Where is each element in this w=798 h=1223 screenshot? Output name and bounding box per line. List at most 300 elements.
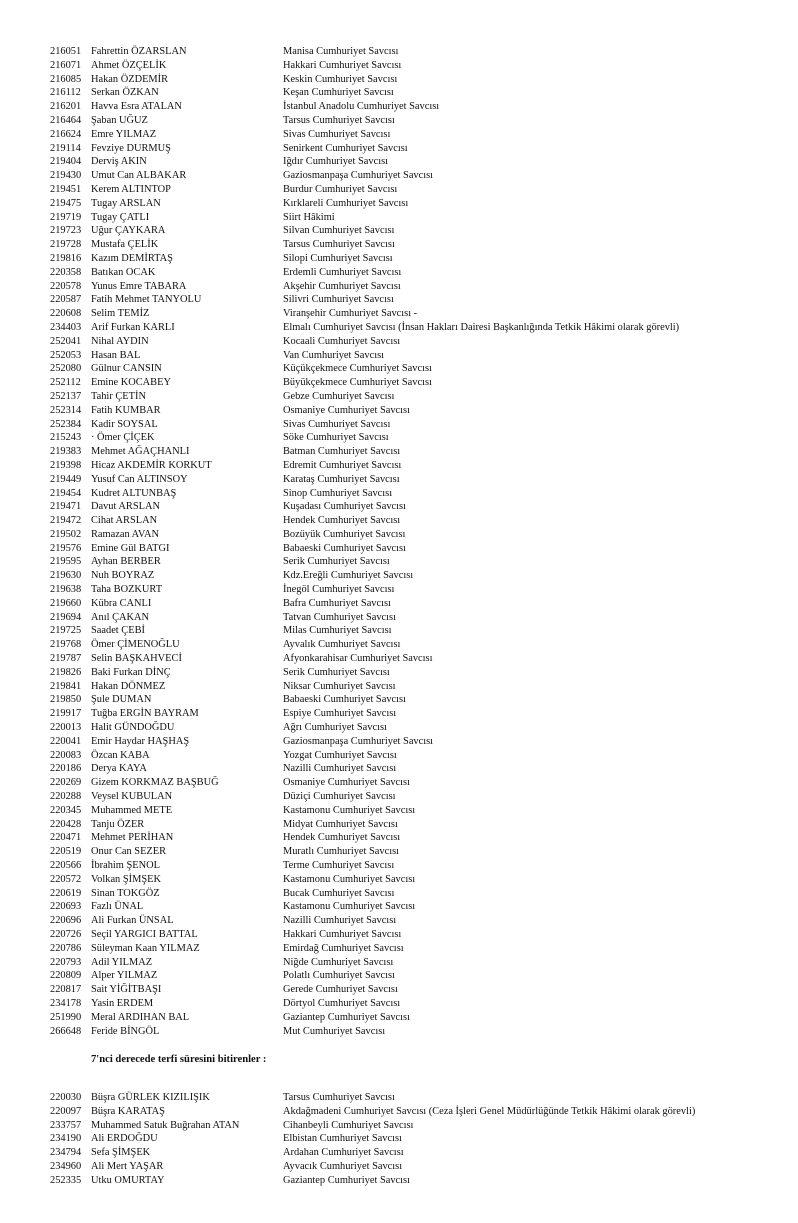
registry-number: 220428 [50, 818, 82, 830]
list-row [0, 969, 798, 983]
list-row [0, 693, 798, 707]
list-row [0, 735, 798, 749]
person-name: Ali Mert YAŞAR [91, 1160, 164, 1172]
list-row [0, 404, 798, 418]
person-name: Sinan TOKGÖZ [91, 887, 160, 899]
person-name: Gizem KORKMAZ BAŞBUĞ [91, 777, 219, 789]
person-name: Nuh BOYRAZ [91, 570, 155, 582]
registry-number: 216201 [50, 101, 82, 113]
person-name: Ahmet ÖZÇELİK [91, 59, 167, 71]
office-title: Keskin Cumhuriyet Savcısı [283, 73, 398, 85]
person-name: Emir Haydar HAŞHAŞ [91, 735, 190, 747]
person-name: Kudret ALTUNBAŞ [91, 487, 177, 499]
office-title: Babaeski Cumhuriyet Savcısı [283, 694, 406, 706]
office-title: Bafra Cumhuriyet Savcısı [283, 597, 391, 609]
person-name: Fevziye DURMUŞ [91, 142, 171, 154]
registry-number: 234178 [50, 997, 82, 1009]
person-name: · Ömer ÇİÇEK [91, 432, 155, 444]
registry-number: 219816 [50, 252, 82, 264]
person-name: Emine KOCABEY [91, 377, 171, 389]
person-name: Süleyman Kaan YILMAZ [91, 942, 200, 954]
list-row [0, 818, 798, 832]
office-title: Ayvacık Cumhuriyet Savcısı [283, 1160, 403, 1172]
person-name: Ömer ÇİMENOĞLU [91, 639, 180, 651]
person-name: Alper YILMAZ [91, 970, 158, 982]
registry-number: 252384 [50, 418, 82, 430]
office-title: Silvan Cumhuriyet Savcısı [283, 225, 395, 237]
registry-number: 216085 [50, 73, 82, 85]
registry-number: 220013 [50, 722, 82, 734]
list-row [0, 390, 798, 404]
registry-number: 219502 [50, 528, 82, 540]
office-title: Sinop Cumhuriyet Savcısı [283, 487, 393, 499]
registry-number: 251990 [50, 1011, 82, 1023]
list-row [0, 1174, 798, 1188]
office-title: Tarsus Cumhuriyet Savcısı [283, 114, 395, 126]
list-row [0, 321, 798, 335]
list-row [0, 211, 798, 225]
list-row [0, 804, 798, 818]
list-row [0, 362, 798, 376]
office-title: Silivri Cumhuriyet Savcısı [283, 294, 394, 306]
person-name: Mehmet AĞAÇHANLI [91, 446, 190, 458]
list-row [0, 707, 798, 721]
registry-number: 220619 [50, 887, 82, 899]
person-name: Hakan ÖZDEMİR [91, 73, 169, 85]
registry-number: 219398 [50, 459, 82, 471]
person-name: Ali ERDOĞDU [91, 1133, 158, 1145]
person-name: Selin BAŞKAHVECİ [91, 653, 182, 665]
registry-number: 216464 [50, 114, 82, 126]
registry-number: 252137 [50, 390, 82, 402]
office-title: Hakkari Cumhuriyet Savcısı [283, 929, 402, 940]
registry-number: 234794 [50, 1147, 82, 1159]
list-row [0, 831, 798, 845]
registry-number: 219595 [50, 556, 82, 568]
registry-number: 234960 [50, 1160, 82, 1172]
list-row [0, 445, 798, 459]
person-name: Tuğba ERGİN BAYRAM [91, 708, 199, 720]
office-title: Gaziosmanpaşa Cumhuriyet Savcısı [283, 735, 434, 747]
list-row [0, 611, 798, 625]
office-title: Bozüyük Cumhuriyet Savcısı [283, 528, 406, 540]
list-row [0, 1146, 798, 1160]
person-name: Utku OMURTAY [91, 1174, 165, 1186]
list-row [0, 1011, 798, 1025]
list-row [0, 583, 798, 597]
list-row [0, 1160, 798, 1174]
office-title: Viranşehir Cumhuriyet Savcısı - [283, 308, 418, 320]
registry-number: 219383 [50, 446, 82, 458]
person-name: Büşra GÜRLEK KIZILIŞIK [91, 1092, 210, 1103]
person-name: Kerem ALTINTOP [91, 183, 171, 195]
list-row [0, 900, 798, 914]
office-title: Elbistan Cumhuriyet Savcısı [283, 1133, 402, 1145]
person-name: Tugay ÇATLI [91, 211, 150, 223]
list-row [0, 487, 798, 501]
registry-number: 219917 [50, 708, 82, 720]
office-title: Bucak Cumhuriyet Savcısı [283, 887, 395, 899]
office-title: Mut Cumhuriyet Savcısı [283, 1025, 386, 1037]
list-row [0, 680, 798, 694]
person-name: Kadir SOYSAL [91, 418, 158, 430]
office-title: Osmaniye Cumhuriyet Savcısı [283, 777, 410, 789]
list-row [0, 997, 798, 1011]
list-row [0, 169, 798, 183]
registry-number: 219728 [50, 239, 82, 251]
office-title: Gaziantep Cumhuriyet Savcısı [283, 1011, 410, 1023]
person-name: Büşra KARATAŞ [91, 1105, 165, 1117]
person-name: Ali Furkan ÜNSAL [91, 915, 174, 927]
office-title: Niğde Cumhuriyet Savcısı [283, 956, 394, 968]
office-title: Cihanbeyli Cumhuriyet Savcısı [283, 1119, 414, 1131]
office-title: Terme Cumhuriyet Savcısı [283, 860, 395, 872]
registry-number: 234403 [50, 321, 82, 333]
office-title: Manisa Cumhuriyet Savcısı [283, 46, 399, 57]
list-row [0, 473, 798, 487]
list-row [0, 59, 798, 73]
office-title: Kdz.Ereğli Cumhuriyet Savcısı [283, 570, 414, 582]
registry-number: 220041 [50, 735, 82, 747]
person-name: Derya KAYA [91, 763, 147, 775]
office-title: Tarsus Cumhuriyet Savcısı [283, 239, 395, 251]
list-row [0, 514, 798, 528]
office-title: Kocaali Cumhuriyet Savcısı [283, 335, 401, 347]
office-title: Muratlı Cumhuriyet Savcısı [283, 846, 400, 858]
office-title: Büyükçekmece Cumhuriyet Savcısı [283, 377, 432, 389]
list-row [0, 280, 798, 294]
person-name: Baki Furkan DİNÇ [91, 666, 171, 678]
person-name: Mehmet PERİHAN [91, 832, 174, 844]
office-title: Kastamonu Cumhuriyet Savcısı [283, 804, 416, 816]
person-name: Serkan ÖZKAN [91, 87, 159, 99]
office-title: Hakkari Cumhuriyet Savcısı [283, 59, 402, 71]
office-title: Kuşadası Cumhuriyet Savcısı [283, 501, 406, 513]
person-name: Şule DUMAN [91, 694, 152, 706]
registry-number: 220572 [50, 873, 82, 885]
list-row [0, 721, 798, 735]
office-title: Senirkent Cumhuriyet Savcısı [283, 142, 408, 154]
person-name: Umut Can ALBAKAR [91, 170, 187, 182]
registry-number: 219114 [50, 142, 81, 154]
office-title: İnegöl Cumhuriyet Savcısı [283, 584, 395, 596]
registry-number: 219454 [50, 487, 82, 499]
office-title: Gebze Cumhuriyet Savcısı [283, 390, 395, 402]
list-row [0, 528, 798, 542]
person-name: Fatih KUMBAR [91, 404, 161, 416]
list-row [0, 142, 798, 156]
registry-number: 216112 [50, 87, 81, 99]
person-name: Selim TEMİZ [91, 308, 150, 320]
list-row [0, 459, 798, 473]
person-name: Ramazan AVAN [91, 528, 160, 540]
list-row [0, 252, 798, 266]
registry-number: 216624 [50, 128, 82, 140]
list-row [0, 224, 798, 238]
person-name: Tugay ARSLAN [91, 197, 161, 209]
office-title: Keşan Cumhuriyet Savcısı [283, 87, 394, 99]
office-title: Erdemli Cumhuriyet Savcısı [283, 266, 402, 278]
registry-number: 216071 [50, 59, 82, 71]
registry-number: 219451 [50, 183, 82, 195]
registry-number: 252080 [50, 363, 82, 375]
person-name: Yasin ERDEM [91, 997, 154, 1009]
registry-number: 266648 [50, 1025, 82, 1037]
person-name: Hakan DÖNMEZ [91, 680, 166, 692]
list-row [0, 376, 798, 390]
registry-number: 233757 [50, 1119, 82, 1131]
list-row [0, 597, 798, 611]
office-title: Ağrı Cumhuriyet Savcısı [283, 722, 387, 734]
office-title: Iğdır Cumhuriyet Savcısı [283, 156, 389, 168]
section-heading: 7'nci derecede terfi süresini bitirenler : [91, 1054, 267, 1065]
list-row [0, 624, 798, 638]
registry-number: 219660 [50, 597, 82, 609]
person-name: Adil YILMAZ [91, 956, 153, 968]
office-title: Karataş Cumhuriyet Savcısı [283, 473, 400, 485]
person-name: Davut ARSLAN [91, 501, 160, 513]
person-name: Saadet ÇEBİ [91, 625, 145, 637]
list-row [0, 100, 798, 114]
list-row [0, 887, 798, 901]
registry-number: 234190 [50, 1133, 82, 1145]
list-row [0, 555, 798, 569]
list-row [0, 942, 798, 956]
office-title: Tarsus Cumhuriyet Savcısı [283, 1092, 395, 1103]
list-row [0, 238, 798, 252]
registry-number: 220288 [50, 791, 82, 803]
person-name: Taha BOZKURT [91, 584, 163, 596]
list-row [0, 431, 798, 445]
office-title: Elmalı Cumhuriyet Savcısı (İnsan Hakları Dairesi Başkanlığında Tetkik Hâkimi olarak görevli) [283, 321, 680, 333]
registry-number: 219472 [50, 515, 82, 527]
appointment-list [0, 45, 798, 1038]
registry-number: 219723 [50, 225, 82, 237]
list-row [0, 652, 798, 666]
person-name: Meral ARDIHAN BAL [91, 1011, 190, 1023]
office-title: Sivas Cumhuriyet Savcısı [283, 128, 391, 140]
person-name: Fazlı ÜNAL [91, 901, 144, 913]
list-row [0, 349, 798, 363]
registry-number: 220726 [50, 929, 82, 940]
list-row [0, 293, 798, 307]
registry-number: 219768 [50, 639, 82, 651]
office-title: Siirt Hâkimi [283, 211, 335, 223]
registry-number: 219630 [50, 570, 82, 582]
office-title: Tatvan Cumhuriyet Savcısı [283, 611, 396, 623]
list-row [0, 73, 798, 87]
list-row [0, 1119, 798, 1133]
list-row [0, 1105, 798, 1119]
office-title: Hendek Cumhuriyet Savcısı [283, 832, 401, 844]
office-title: Emirdağ Cumhuriyet Savcısı [283, 942, 404, 954]
person-name: Kübra CANLI [91, 597, 152, 609]
office-title: İstanbul Anadolu Cumhuriyet Savcısı [283, 101, 440, 113]
registry-number: 220696 [50, 915, 82, 927]
office-title: Hendek Cumhuriyet Savcısı [283, 515, 401, 527]
office-title: Gerede Cumhuriyet Savcısı [283, 984, 398, 996]
office-title: Küçükçekmece Cumhuriyet Savcısı [283, 363, 432, 375]
registry-number: 220358 [50, 266, 82, 278]
list-row [0, 266, 798, 280]
list-row [0, 914, 798, 928]
office-title: Midyat Cumhuriyet Savcısı [283, 818, 398, 830]
office-title: Düziçi Cumhuriyet Savcısı [283, 791, 396, 803]
office-title: Yozgat Cumhuriyet Savcısı [283, 749, 397, 761]
person-name: Seçil YARGICI BATTAL [91, 929, 198, 940]
person-name: Ayhan BERBER [91, 556, 161, 568]
person-name: İbrahim ŞENOL [91, 860, 160, 872]
list-row [0, 956, 798, 970]
office-title: Babaeski Cumhuriyet Savcısı [283, 542, 406, 554]
registry-number: 252112 [50, 377, 81, 389]
person-name: Uğur ÇAYKARA [91, 225, 166, 237]
list-row [0, 776, 798, 790]
registry-number: 252053 [50, 349, 82, 361]
person-name: Muhammed Satuk Buğrahan ATAN [91, 1119, 240, 1131]
office-title: Silopi Cumhuriyet Savcısı [283, 252, 393, 264]
person-name: Fatih Mehmet TANYOLU [91, 294, 202, 306]
office-title: Espiye Cumhuriyet Savcısı [283, 708, 397, 720]
office-title: Polatlı Cumhuriyet Savcısı [283, 970, 395, 982]
office-title: Akşehir Cumhuriyet Savcısı [283, 280, 401, 292]
person-name: Fahrettin ÖZARSLAN [91, 46, 187, 57]
list-row [0, 762, 798, 776]
list-row [0, 1025, 798, 1039]
office-title: Sivas Cumhuriyet Savcısı [283, 418, 391, 430]
registry-number: 220578 [50, 280, 82, 292]
office-title: Kastamonu Cumhuriyet Savcısı [283, 901, 416, 913]
person-name: Özcan KABA [91, 749, 150, 761]
person-name: Sefa ŞİMŞEK [91, 1147, 151, 1159]
person-name: Derviş AKIN [91, 156, 147, 168]
list-row [0, 500, 798, 514]
office-title: Gaziantep Cumhuriyet Savcısı [283, 1174, 410, 1186]
office-title: Kastamonu Cumhuriyet Savcısı [283, 873, 416, 885]
person-name: Emre YILMAZ [91, 128, 157, 140]
list-row [0, 873, 798, 887]
list-row [0, 114, 798, 128]
registry-number: 219475 [50, 197, 82, 209]
registry-number: 216051 [50, 46, 82, 57]
registry-number: 219449 [50, 473, 82, 485]
office-title: Dörtyol Cumhuriyet Savcısı [283, 997, 401, 1009]
registry-number: 219430 [50, 170, 82, 182]
registry-number: 219404 [50, 156, 82, 168]
person-name: Cihat ARSLAN [91, 515, 158, 527]
registry-number: 219694 [50, 611, 82, 623]
person-name: Havva Esra ATALAN [91, 101, 182, 113]
list-row [0, 542, 798, 556]
person-name: Feride BİNGÖL [91, 1025, 160, 1037]
list-row [0, 1132, 798, 1146]
person-name: Yusuf Can ALTINSOY [91, 473, 188, 485]
registry-number: 219850 [50, 694, 82, 706]
registry-number: 220608 [50, 308, 82, 320]
promotion-list [0, 1091, 798, 1188]
registry-number: 220809 [50, 970, 82, 982]
registry-number: 220030 [50, 1092, 82, 1103]
person-name: Tanju ÖZER [91, 818, 145, 830]
office-title: Nazilli Cumhuriyet Savcısı [283, 915, 397, 927]
office-title: Ayvalık Cumhuriyet Savcısı [283, 639, 401, 651]
registry-number: 220519 [50, 846, 82, 858]
registry-number: 220269 [50, 777, 82, 789]
person-name: Veysel KUBULAN [91, 791, 173, 803]
office-title: Edremit Cumhuriyet Savcısı [283, 459, 402, 471]
person-name: Hasan BAL [91, 349, 141, 361]
office-title: Osmaniye Cumhuriyet Savcısı [283, 404, 410, 416]
office-title: Milas Cumhuriyet Savcısı [283, 625, 392, 637]
list-row [0, 197, 798, 211]
registry-number: 220786 [50, 942, 82, 954]
registry-number: 220793 [50, 956, 82, 968]
office-title: Serik Cumhuriyet Savcısı [283, 556, 390, 568]
person-name: Gülnur CANSIN [91, 363, 162, 375]
person-name: Tahir ÇETİN [91, 390, 146, 402]
office-title: Kırklareli Cumhuriyet Savcısı [283, 197, 409, 209]
registry-number: 219841 [50, 680, 82, 692]
office-title: Batman Cumhuriyet Savcısı [283, 446, 401, 458]
list-row [0, 569, 798, 583]
registry-number: 252041 [50, 335, 82, 347]
office-title: Van Cumhuriyet Savcısı [283, 349, 385, 361]
list-row [0, 1091, 798, 1105]
list-row [0, 183, 798, 197]
registry-number: 220587 [50, 294, 82, 306]
list-row [0, 418, 798, 432]
list-row [0, 845, 798, 859]
list-row [0, 155, 798, 169]
list-row [0, 790, 798, 804]
person-name: Mustafa ÇELİK [91, 239, 159, 251]
person-name: Volkan ŞİMŞEK [91, 873, 161, 885]
list-row [0, 128, 798, 142]
person-name: Anıl ÇAKAN [91, 611, 150, 623]
registry-number: 220186 [50, 763, 82, 775]
person-name: Nihal AYDIN [91, 335, 149, 347]
person-name: Batıkan OCAK [91, 266, 156, 278]
office-title: Burdur Cumhuriyet Savcısı [283, 183, 398, 195]
registry-number: 220097 [50, 1105, 82, 1117]
office-title: Nazilli Cumhuriyet Savcısı [283, 763, 397, 775]
person-name: Kazım DEMİRTAŞ [91, 252, 173, 264]
registry-number: 219719 [50, 211, 82, 223]
office-title: Söke Cumhuriyet Savcısı [283, 432, 389, 444]
list-row [0, 638, 798, 652]
registry-number: 219471 [50, 501, 82, 513]
person-name: Arif Furkan KARLI [91, 321, 175, 333]
office-title: Gaziosmanpaşa Cumhuriyet Savcısı [283, 170, 434, 182]
registry-number: 220817 [50, 984, 82, 996]
registry-number: 252314 [50, 404, 82, 416]
list-row [0, 86, 798, 100]
office-title: Ardahan Cumhuriyet Savcısı [283, 1147, 404, 1159]
list-row [0, 45, 798, 59]
list-row [0, 307, 798, 321]
registry-number: 220345 [50, 804, 82, 816]
list-row [0, 749, 798, 763]
list-row [0, 859, 798, 873]
list-row [0, 928, 798, 942]
person-name: Şaban UĞUZ [91, 114, 148, 126]
person-name: Emine Gül BATGI [91, 542, 170, 554]
registry-number: 215243 [50, 432, 82, 444]
list-row [0, 666, 798, 680]
person-name: Muhammed METE [91, 804, 173, 816]
registry-number: 219638 [50, 584, 82, 596]
registry-number: 220083 [50, 749, 82, 761]
